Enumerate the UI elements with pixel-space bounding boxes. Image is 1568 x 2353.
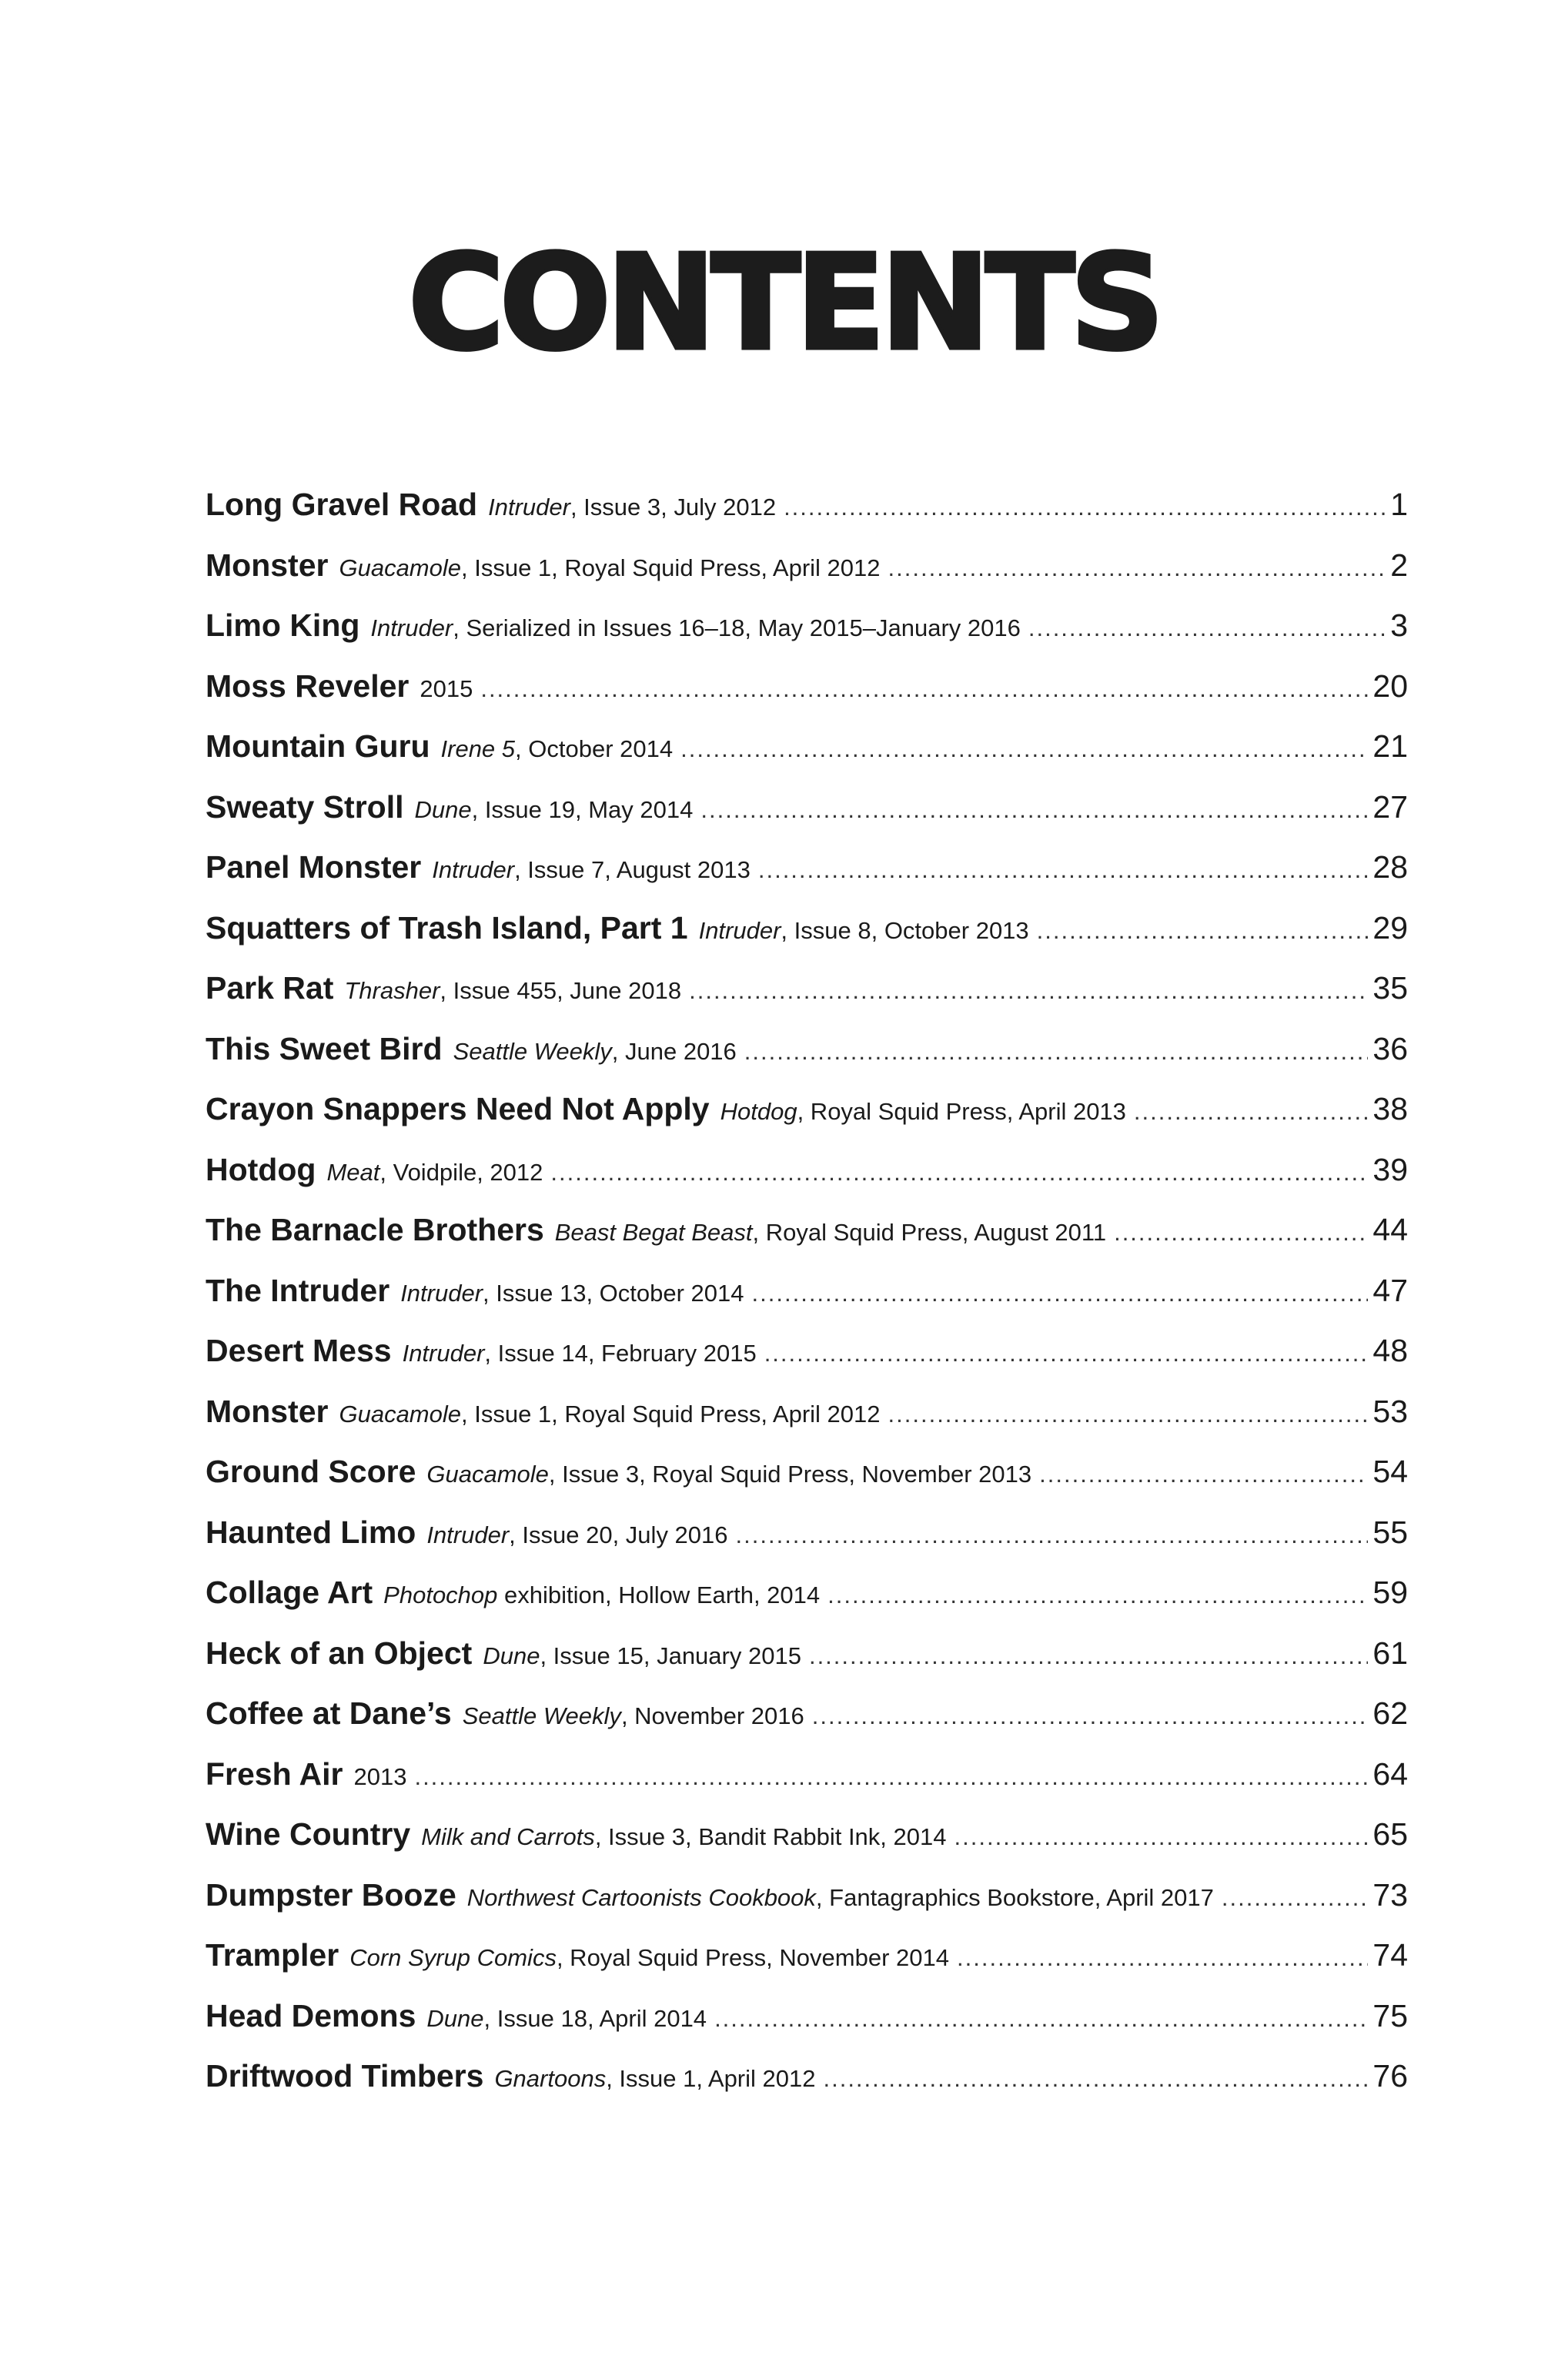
entry-title: Park Rat — [206, 970, 334, 1006]
entry-page-number: 65 — [1372, 1816, 1408, 1852]
entry-title: Panel Monster — [206, 849, 422, 885]
dot-leader — [784, 494, 1386, 521]
entry-title: Squatters of Trash Island, Part 1 — [206, 909, 688, 946]
entry-source — [463, 1702, 804, 1730]
entry-detail: , Issue 3, July 2012 — [570, 494, 777, 520]
entry-title: This Sweet Bird — [206, 1030, 443, 1066]
dot-leader — [1134, 1098, 1368, 1126]
dot-leader — [1222, 1884, 1369, 1912]
entry-page-number: 64 — [1372, 1756, 1408, 1792]
dot-leader — [1028, 614, 1386, 642]
entry-publication: Thrasher — [344, 977, 440, 1004]
entry-source — [403, 1340, 757, 1367]
entry-detail: , Issue 19, May 2014 — [471, 795, 694, 823]
entry-page-number: 59 — [1372, 1575, 1408, 1610]
entry-page-number: 36 — [1372, 1030, 1408, 1066]
entry-detail: , Voidpile, 2012 — [379, 1158, 543, 1186]
entry-publication: Corn Syrup Comics — [349, 1944, 557, 1971]
table-of-contents — [206, 487, 1408, 2119]
entry-title: Sweaty Stroll — [206, 788, 404, 825]
entry-page-number: 76 — [1372, 2058, 1408, 2094]
toc-entry[interactable] — [206, 607, 1408, 668]
entry-source — [453, 1038, 737, 1066]
entry-source — [339, 554, 880, 582]
entry-source — [699, 917, 1029, 945]
entry-title: Long Gravel Road — [206, 487, 478, 522]
toc-entry[interactable] — [206, 1816, 1408, 1877]
entry-detail: , Issue 1, April 2012 — [606, 2065, 816, 2092]
entry-page-number: 62 — [1372, 1695, 1408, 1731]
toc-entry[interactable] — [206, 849, 1408, 910]
entry-page-number: 21 — [1372, 728, 1408, 764]
entry-title: Moss Reveler — [206, 668, 410, 704]
dot-leader — [752, 1280, 1369, 1307]
entry-publication: Intruder — [426, 1521, 510, 1548]
entry-page-number: 75 — [1372, 1997, 1408, 2033]
entry-source — [441, 735, 674, 763]
toc-entry[interactable] — [206, 1333, 1408, 1394]
entry-publication: Intruder — [400, 1279, 483, 1307]
entry-page-number: 55 — [1372, 1514, 1408, 1550]
dot-leader — [827, 1581, 1368, 1609]
entry-detail: , June 2016 — [611, 1037, 737, 1065]
entry-title: Monster — [206, 1393, 329, 1429]
toc-entry[interactable] — [206, 728, 1408, 789]
entry-detail: , October 2014 — [515, 735, 674, 762]
toc-entry[interactable] — [206, 1394, 1408, 1454]
toc-entry[interactable] — [206, 487, 1408, 547]
toc-entry[interactable] — [206, 1273, 1408, 1334]
entry-source — [383, 1581, 820, 1609]
entry-publication: Hotdog — [720, 1098, 797, 1125]
entry-publication: Milk and Carrots — [421, 1823, 595, 1850]
entry-source — [420, 675, 473, 703]
entry-title: Haunted Limo — [206, 1514, 416, 1550]
entry-source — [349, 1944, 949, 1972]
entry-page-number: 38 — [1372, 1091, 1408, 1126]
entry-page-number: 73 — [1372, 1876, 1408, 1913]
dot-leader — [480, 675, 1368, 703]
entry-source — [426, 1461, 1031, 1488]
toc-entry[interactable] — [206, 1998, 1408, 2059]
entry-page-number: 35 — [1372, 970, 1408, 1006]
dot-leader — [758, 856, 1369, 884]
entry-title: Crayon Snappers Need Not Apply — [206, 1091, 710, 1126]
toc-entry[interactable] — [206, 789, 1408, 850]
entry-title: Heck of an Object — [206, 1635, 473, 1671]
entry-publication: Photochop — [383, 1581, 498, 1608]
dot-leader — [812, 1702, 1369, 1730]
entry-detail: , Royal Squid Press, November 2014 — [556, 1944, 949, 1971]
entry-title: Coffee at Dane’s — [206, 1695, 452, 1731]
dot-leader — [957, 1944, 1368, 1972]
toc-entry[interactable] — [206, 970, 1408, 1031]
entry-title: Fresh Air — [206, 1756, 343, 1792]
entry-page-number: 44 — [1372, 1212, 1408, 1247]
entry-detail: , Issue 18, April 2014 — [483, 2004, 707, 2032]
entry-title: Driftwood Timbers — [206, 2058, 484, 2094]
entry-source — [400, 1280, 744, 1307]
entry-title: The Intruder — [206, 1272, 390, 1308]
entry-page-number: 39 — [1372, 1151, 1408, 1187]
entry-publication: Dune — [414, 795, 472, 823]
toc-entry[interactable] — [206, 1031, 1408, 1092]
toc-entry[interactable] — [206, 1695, 1408, 1756]
entry-page-number: 54 — [1372, 1454, 1408, 1489]
entry-source — [426, 1521, 727, 1549]
entry-publication: Meat — [326, 1158, 380, 1186]
entry-detail: , Issue 8, October 2013 — [781, 916, 1029, 944]
dot-leader — [550, 1159, 1368, 1187]
toc-entry[interactable] — [206, 1515, 1408, 1575]
dot-leader — [1039, 1461, 1368, 1488]
entry-title: Wine Country — [206, 1816, 411, 1852]
entry-source — [421, 1823, 946, 1851]
page-title: CONTENTS — [408, 226, 1160, 380]
toc-entry[interactable] — [206, 1091, 1408, 1152]
entry-page-number: 61 — [1372, 1635, 1408, 1671]
entry-detail: , Issue 1, Royal Squid Press, April 2012 — [461, 1400, 881, 1428]
dot-leader — [888, 554, 1386, 582]
entry-publication: Intruder — [488, 494, 570, 520]
entry-title: Dumpster Booze — [206, 1876, 456, 1913]
entry-detail: , Issue 15, January 2015 — [540, 1642, 801, 1669]
toc-entry[interactable] — [206, 1152, 1408, 1213]
entry-source — [432, 856, 751, 884]
entry-page-number: 1 — [1390, 487, 1408, 522]
toc-entry[interactable] — [206, 1212, 1408, 1273]
dot-leader — [736, 1521, 1369, 1549]
dot-leader — [809, 1642, 1368, 1670]
entry-source — [414, 796, 693, 824]
entry-publication: Intruder — [402, 1340, 485, 1367]
entry-detail: 2013 — [353, 1762, 407, 1790]
dot-leader — [955, 1823, 1369, 1851]
entry-publication: Beast Begat Beast — [554, 1219, 753, 1246]
entry-detail: 2015 — [420, 674, 473, 702]
entry-detail: exhibition, Hollow Earth, 2014 — [497, 1581, 821, 1608]
toc-entry[interactable] — [206, 1937, 1408, 1998]
toc-entry[interactable] — [206, 1575, 1408, 1635]
toc-entry[interactable] — [206, 668, 1408, 729]
entry-page-number: 29 — [1372, 909, 1408, 946]
entry-title: The Barnacle Brothers — [206, 1212, 544, 1247]
entry-detail: , Issue 1, Royal Squid Press, April 2012 — [461, 554, 881, 581]
dot-leader — [689, 977, 1368, 1005]
entry-page-number: 20 — [1372, 668, 1408, 704]
entry-publication: Seattle Weekly — [462, 1702, 621, 1729]
entry-publication: Intruder — [432, 856, 515, 883]
entry-detail: , Issue 3, Royal Squid Press, November 2013 — [548, 1461, 1032, 1488]
entry-title: Ground Score — [206, 1454, 416, 1489]
dot-leader — [714, 2005, 1368, 2033]
entry-source — [494, 2065, 815, 2093]
entry-source — [353, 1763, 406, 1791]
dot-leader — [888, 1401, 1369, 1428]
entry-detail: , Royal Squid Press, August 2011 — [752, 1219, 1107, 1246]
entry-title: Limo King — [206, 607, 360, 643]
entry-page-number: 48 — [1372, 1333, 1408, 1368]
entry-title: Monster — [206, 547, 329, 583]
entry-source — [488, 494, 776, 521]
entry-title: Trampler — [206, 1937, 339, 1973]
entry-publication: Intruder — [370, 614, 453, 641]
entry-detail: , Issue 455, June 2018 — [440, 977, 682, 1004]
dot-leader — [823, 2065, 1368, 2093]
entry-title: Desert Mess — [206, 1333, 392, 1368]
entry-page-number: 3 — [1390, 607, 1408, 643]
entry-source — [370, 614, 1020, 642]
entry-title: Mountain Guru — [206, 728, 430, 764]
entry-page-number: 2 — [1390, 547, 1408, 583]
dot-leader — [744, 1038, 1369, 1066]
dot-leader — [680, 735, 1368, 763]
entry-source — [467, 1884, 1214, 1912]
entry-source — [326, 1159, 543, 1187]
entry-title: Collage Art — [206, 1575, 373, 1610]
entry-publication: Seattle Weekly — [453, 1037, 612, 1065]
entry-page-number: 74 — [1372, 1937, 1408, 1973]
entry-page-number: 27 — [1372, 788, 1408, 825]
entry-source — [426, 2005, 707, 2033]
entry-detail: , Royal Squid Press, April 2013 — [797, 1098, 1126, 1125]
entry-source — [483, 1642, 801, 1670]
toc-entry[interactable] — [206, 1877, 1408, 1938]
entry-source — [344, 977, 681, 1005]
dot-leader — [414, 1763, 1368, 1791]
dot-leader — [700, 796, 1368, 824]
entry-title: Head Demons — [206, 1997, 416, 2033]
entry-publication: Northwest Cartoonists Cookbook — [466, 1883, 816, 1911]
dot-leader — [1114, 1219, 1368, 1247]
entry-page-number: 47 — [1372, 1272, 1408, 1308]
entry-title: Hotdog — [206, 1151, 316, 1187]
entry-publication: Irene 5 — [440, 735, 516, 762]
entry-source — [720, 1098, 1126, 1126]
toc-entry[interactable] — [206, 547, 1408, 608]
entry-source — [339, 1401, 880, 1428]
toc-entry[interactable] — [206, 1635, 1408, 1696]
entry-detail: , Serialized in Issues 16–18, May 2015–January 2016 — [453, 614, 1021, 641]
entry-detail: , Issue 14, February 2015 — [484, 1340, 757, 1367]
entry-publication: Dune — [483, 1642, 540, 1669]
toc-entry[interactable] — [206, 2058, 1408, 2119]
dot-leader — [1037, 917, 1369, 945]
entry-page-number: 28 — [1372, 849, 1408, 885]
toc-entry[interactable] — [206, 1756, 1408, 1817]
toc-entry[interactable] — [206, 1454, 1408, 1515]
entry-page-number: 53 — [1372, 1393, 1408, 1429]
entry-detail: , Issue 13, October 2014 — [483, 1279, 744, 1307]
entry-publication: Guacamole — [426, 1461, 549, 1488]
dot-leader — [764, 1340, 1369, 1367]
entry-source — [555, 1219, 1106, 1247]
entry-publication: Intruder — [698, 916, 781, 944]
entry-publication: Dune — [426, 2004, 484, 2032]
entry-publication: Guacamole — [339, 1400, 461, 1428]
entry-detail: , Issue 3, Bandit Rabbit Ink, 2014 — [594, 1823, 947, 1850]
entry-publication: Gnartoons — [494, 2065, 607, 2092]
entry-detail: , Issue 20, July 2016 — [509, 1521, 728, 1548]
entry-detail: , Fantagraphics Bookstore, April 2017 — [815, 1883, 1214, 1911]
toc-entry[interactable] — [206, 910, 1408, 971]
entry-detail: , November 2016 — [620, 1702, 804, 1729]
entry-publication: Guacamole — [339, 554, 461, 581]
entry-detail: , Issue 7, August 2013 — [514, 856, 751, 883]
